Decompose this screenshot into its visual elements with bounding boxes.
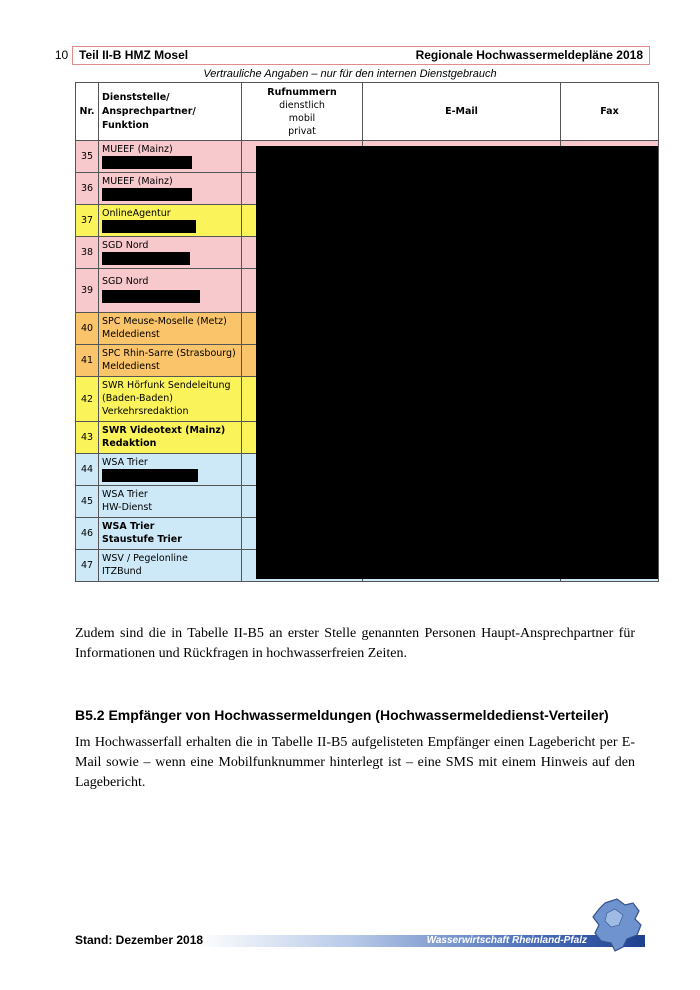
row-name-line: HW-Dienst xyxy=(102,502,153,513)
redaction-bar xyxy=(102,290,200,303)
row-nr: 47 xyxy=(76,550,99,582)
row-nr: 36 xyxy=(76,173,99,205)
row-name xyxy=(99,550,242,582)
header-fax: Fax xyxy=(561,83,659,141)
row-name xyxy=(99,345,242,377)
header-email: E-Mail xyxy=(363,83,561,141)
row-name-line: SGD Nord xyxy=(102,240,149,251)
row-name xyxy=(99,518,242,550)
row-name-line: SPC Rhin-Sarre (Strasbourg) xyxy=(102,348,236,359)
row-nr: 37 xyxy=(76,205,99,237)
header-dienststelle-line: Ansprechpartner/ xyxy=(102,105,196,117)
row-nr: 45 xyxy=(76,486,99,518)
paragraph-1: Zudem sind die in Tabelle II-B5 an erster Stelle genannten Personen Haupt-Ansprechpartner für Informationen und Rückfragen in hochwasserfreien Zeiten. xyxy=(75,626,635,661)
header-rufnummern-title: Rufnummern xyxy=(267,86,337,98)
row-nr: 39 xyxy=(76,269,99,313)
row-name-line: Verkehrsredaktion xyxy=(102,406,189,417)
row-name-line: WSA Trier xyxy=(102,521,155,532)
header-dienststelle-line: Dienststelle/ xyxy=(102,91,170,103)
section-heading: B5.2 Empfänger von Hochwassermeldungen (Hochwassermeldedienst-Verteiler) xyxy=(75,707,609,723)
redaction-bar xyxy=(102,252,190,265)
header-rufnummern-line: mobil xyxy=(288,112,316,124)
row-name-line: SWR Videotext (Mainz) xyxy=(102,425,226,436)
redaction-bar xyxy=(102,220,196,233)
row-name-line: Meldedienst xyxy=(102,361,160,372)
row-nr: 42 xyxy=(76,377,99,422)
table-header-row xyxy=(76,83,659,141)
row-name-line: OnlineAgentur xyxy=(102,208,171,219)
row-nr: 38 xyxy=(76,237,99,269)
row-name-line: Meldedienst xyxy=(102,329,160,340)
row-name-line: WSV / Pegelonline xyxy=(102,553,188,564)
header-rufnummern xyxy=(242,83,363,141)
row-nr: 41 xyxy=(76,345,99,377)
page-footer xyxy=(75,933,645,949)
header-title: Regionale Hochwassermeldepläne 2018 xyxy=(415,48,643,62)
row-nr: 44 xyxy=(76,454,99,486)
confidential-note: Vertrauliche Angaben – nur für den internen Dienstgebrauch xyxy=(203,68,497,80)
row-name-line: (Baden-Baden) xyxy=(102,393,173,404)
header-rufnummern-line: dienstlich xyxy=(279,99,325,111)
row-name-line: ITZBund xyxy=(102,566,142,577)
header-dienststelle-line: Funktion xyxy=(102,119,149,131)
row-name xyxy=(99,141,242,173)
row-name-line: Staustufe Trier xyxy=(102,534,182,545)
row-name xyxy=(99,313,242,345)
header-dienststelle xyxy=(99,83,242,141)
redaction-bar xyxy=(102,188,192,201)
row-name-line: Redaktion xyxy=(102,438,157,449)
row-name xyxy=(99,173,242,205)
row-name xyxy=(99,377,242,422)
row-name xyxy=(99,454,242,486)
row-name-line: MUEEF (Mainz) xyxy=(102,144,173,155)
row-name-line: SPC Meuse-Moselle (Metz) xyxy=(102,316,227,327)
page-number: 10 xyxy=(54,48,69,62)
row-name xyxy=(99,486,242,518)
footer-brand: Wasserwirtschaft Rheinland-Pfalz xyxy=(426,935,587,946)
row-name-line: MUEEF (Mainz) xyxy=(102,176,173,187)
row-name xyxy=(99,422,242,454)
row-name xyxy=(99,237,242,269)
redaction-bar xyxy=(102,156,192,169)
row-name-line: SGD Nord xyxy=(102,276,149,287)
header-nr: Nr. xyxy=(76,83,99,141)
page-header xyxy=(52,46,649,64)
header-section: Teil II-B HMZ Mosel xyxy=(79,48,189,62)
row-nr: 40 xyxy=(76,313,99,345)
redaction-block xyxy=(256,146,658,579)
row-nr: 46 xyxy=(76,518,99,550)
row-name xyxy=(99,205,242,237)
row-name-line: SWR Hörfunk Sendeleitung xyxy=(102,380,231,391)
footer-stand: Stand: Dezember 2018 xyxy=(75,933,204,947)
header-box xyxy=(72,46,650,65)
redaction-bar xyxy=(102,469,198,482)
row-name-line: WSA Trier xyxy=(102,457,148,468)
row-name xyxy=(99,269,242,313)
row-nr: 43 xyxy=(76,422,99,454)
row-name-line: WSA Trier xyxy=(102,489,148,500)
rlp-map-logo xyxy=(583,895,653,955)
paragraph-2: Im Hochwasserfall erhalten die in Tabelle II-B5 aufgelisteten Empfänger einen Lagebericht per E-Mail sowie – wenn eine Mobilfunknummer hinterlegt ist – eine SMS mit einem Hinweis auf den Lagebericht. xyxy=(75,735,635,790)
header-rufnummern-line: privat xyxy=(288,125,316,137)
row-nr: 35 xyxy=(76,141,99,173)
